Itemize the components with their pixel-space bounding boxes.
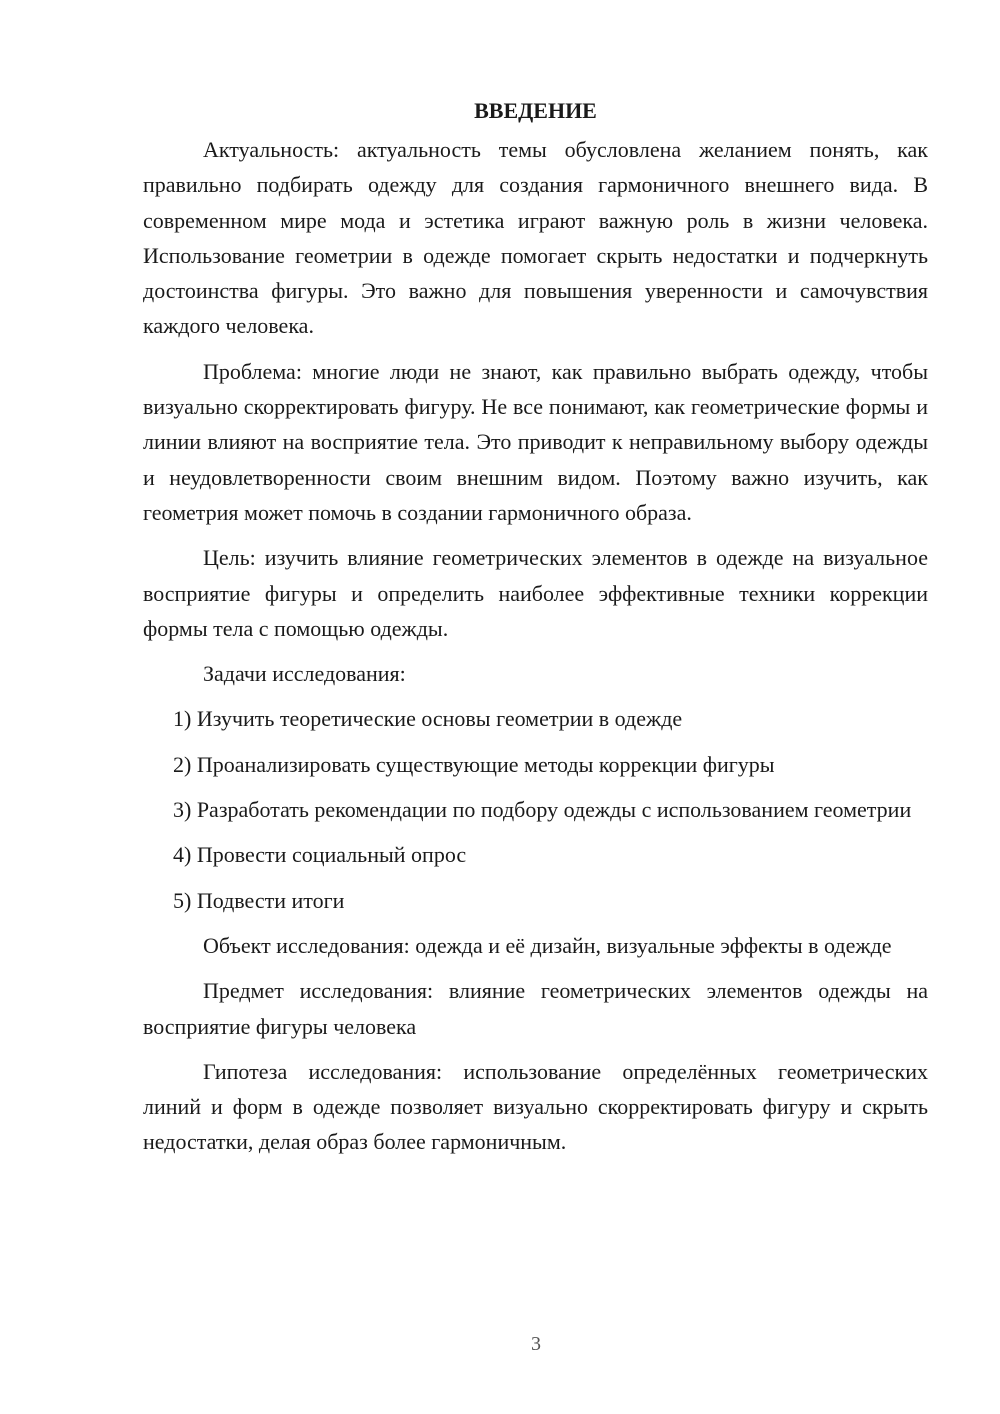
paragraph-goal: Цель: изучить влияние геометрических элементов в одежде на визуальное восприятие фигуры и определить наиболее эффективные техники коррекции формы тела с помощью одежды. xyxy=(143,545,928,641)
task-list xyxy=(143,701,928,917)
list-item: 5) Подвести итоги xyxy=(173,887,345,913)
document-page xyxy=(143,93,928,1170)
list-item: 2) Проанализировать существующие методы коррекции фигуры xyxy=(173,751,775,777)
list-item: 3) Разработать рекомендации по подбору одежды с использованием геометрии xyxy=(173,797,912,823)
page-number: 3 xyxy=(531,1333,541,1355)
list-item: 4) Провести социальный опрос xyxy=(173,842,467,868)
paragraph-relevance: Актуальность: актуальность темы обусловлена желанием понять, как правильно подбирать одежду для создания гармоничного внешнего вида. В современном мире мода и эстетика играют важную роль в жизни человека. Использование геометрии в одежде помогает скрыть недостатки и подчеркнуть достоинства фигуры. Это важно для повышения уверенности и самочувствия каждого человека. xyxy=(143,137,928,339)
list-item: 1) Изучить теоретические основы геометрии в одежде xyxy=(173,706,683,732)
paragraph-problem: Проблема: многие люди не знают, как правильно выбрать одежду, чтобы визуально скорректировать фигуру. Не все понимают, как геометрические формы и линии влияют на восприятие тела. Это приводит к неправильному выбору одежды и неудовлетворенности своим внешним видом. Поэтому важно изучить, как геометрия может помочь в создании гармоничного образа. xyxy=(143,358,928,525)
paragraph-tasks-intro: Задачи исследования: xyxy=(203,661,406,687)
paragraph-hypothesis: Гипотеза исследования: использование определённых геометрических линий и форм в одежде позволяет визуально скорректировать фигуру и скрыть недостатки, делая образ более гармоничным. xyxy=(143,1058,928,1155)
paragraph-object: Объект исследования: одежда и её дизайн, визуальные эффекты в одежде xyxy=(203,932,892,958)
paragraph-subject: Предмет исследования: влияние геометрических элементов одежды на восприятие фигуры человека xyxy=(143,978,928,1039)
page-title: ВВЕДЕНИЕ xyxy=(474,98,597,123)
